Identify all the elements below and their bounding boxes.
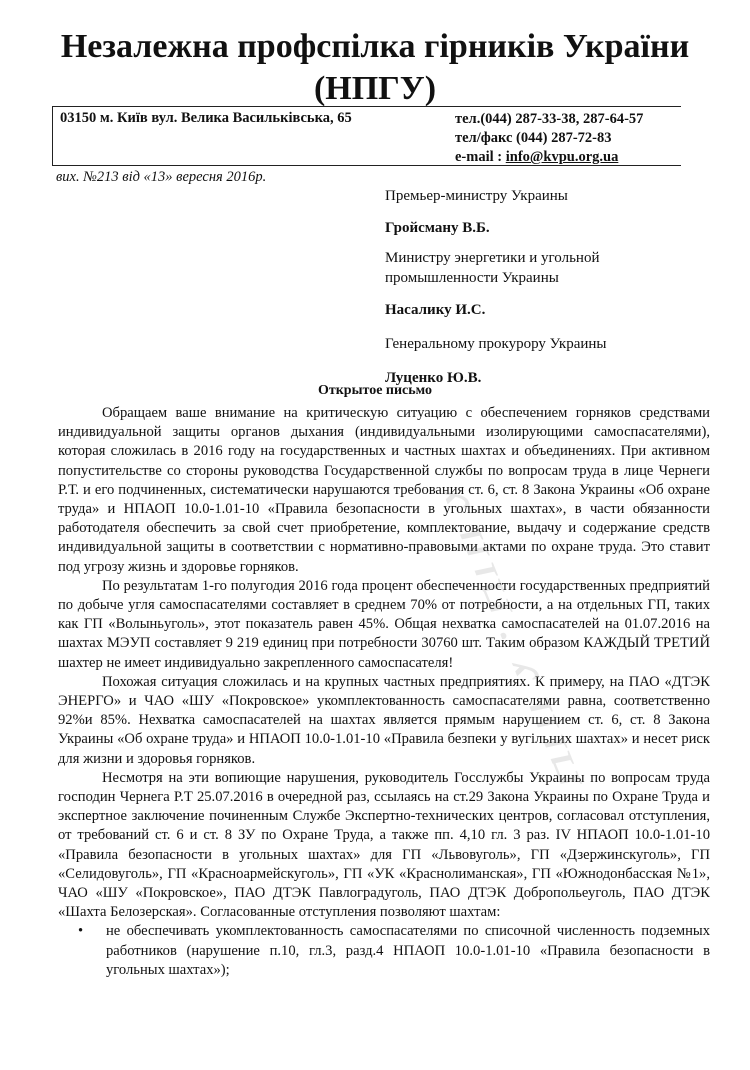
- addressee-position: Генеральному прокурору Украины: [385, 336, 607, 352]
- paragraph: Похожая ситуация сложилась и на крупных частных предприятиях. К примеру, на ПАО «ДТЭК ЭНЕРГО» и ЧАО «ШУ «Покровское» укомплектованность самоспасателями равна, соответственно 92%и 85%. Нехватка самоспасателей на шахтах является прямым нарушением ст. 6, ст. 8 Закона Украины «Об охране труда» и НПАОП 10.0-1.01-10 «Правила безпеки у вугільних шахтах» и несет риск для жизни и здоровья горняков.: [58, 673, 710, 767]
- paragraph: По результатам 1-го полугодия 2016 года процент обеспеченности государственных предприятий по добыче угля самоспасателями составляет в среднем 70% от потребности, а на отдельных ГП, таких как ГП «Волыньуголь», этот показатель равен 45%. Общая нехватка самоспасателей на 01.07.2016 на шахтах МЭУП составляет 9 219 единиц при потребности 30760 шт. Таким образом КАЖДЫЙ ТРЕТИЙ шахтер не имеет индивидуально закрепленного самоспасателя!: [58, 577, 710, 671]
- paragraph: Обращаем ваше внимание на критическую ситуацию с обеспечением горняков средствами индивидуальной защиты органов дыхания (индивидуальными изолирующими самоспасателями), которая сложилась в 2016 году на государственных и частных шахтах и объединениях. При активном попустительстве со стороны руководства Государственной службы по вопросам труда в лице Чернеги Р.Т. и его подчиненных, систематически нарушаются требования ст. 6, ст. 8 Закона Украины «Об охране труда» и НПАОП 10.0-1.01-10 «Правила безопасности в угольных шахтах», в части обязанности работодателя обеспечить за свой счет приобретение, комплектование, выдачу и содержание средств индивидуальной защиты в соответствии с нормативно-правовыми актами по охране труда. Это ставит под угрозу жизнь и здоровье горняков.: [58, 405, 710, 575]
- organization-name: Незалежна профспілка гірників України: [60, 28, 690, 65]
- phone-number: тел.(044) 287-33-38, 287-64-57: [455, 111, 644, 127]
- list-item: [78, 922, 710, 980]
- addressee-name: Луценко Ю.В.: [385, 370, 482, 386]
- list-item-text: не обеспечивать укомплектованность самоспасателями по списочной численность подземных работников (нарушение п.10, гл.3, разд.4 НПАОП 10.0-1.01-10 «Правила безопасности в угольных шахтах»);: [106, 923, 710, 978]
- bullet-icon: •: [78, 923, 84, 940]
- fax-number: тел/факс (044) 287-72-83: [455, 130, 612, 146]
- bullet-list: [58, 922, 710, 980]
- organization-address: 03150 м. Київ вул. Велика Васильківська, 65: [60, 110, 352, 126]
- addressee-block: [385, 186, 715, 388]
- letter-title: Открытое письмо: [317, 383, 433, 398]
- addressee-name: Насалику И.С.: [385, 302, 486, 318]
- svg-text:НПГУ · НПГУ: НПГУ · НПГУ: [413, 472, 594, 800]
- outgoing-reference: вих. №213 від «13» вересня 2016р.: [56, 169, 267, 185]
- email-line: [455, 148, 643, 167]
- email-label: e-mail :: [455, 149, 506, 165]
- addressee-position: Премьер-министру Украины: [385, 188, 568, 204]
- contact-block: [455, 110, 643, 167]
- paragraph: Несмотря на эти вопиющие нарушения, руководитель Госслужбы Украины по вопросам труда господин Чернега Р.Т 25.07.2016 в очередной раз, ссылаясь на ст.29 Закона Украины по Охране Труда и экспертное заключение починенным Службе Экспертно-технических центров, согласовал отступления, от требований ст. 6 и ст. 8 ЗУ по Охране Труда, а также пп. 4,10 гл. 3 раз. IV НПАОП 10.0-1.01-10 «Правила безопасности в угольных шахтах» для ГП «Львовуголь», ГП «Дзержинскуголь», ГП «Селидовуголь», ГП «Красноармейскуголь», ГП «УК «Краснолиманская», ГП «Южнодонбасская №1», ЧАО «ШУ «Покровское», ПАО ДТЭК Павлоградуголь, ПАО ДТЭК Добропольеуголь, ПАО ДТЭК «Шахта Белозерская». Согласованные отступления позволяют шахтам:: [58, 769, 710, 921]
- addressee-position: Министру энергетики и угольной промышленности Украины: [385, 250, 600, 286]
- email-link[interactable]: info@kvpu.org.ua: [505, 149, 619, 165]
- organization-title: [0, 26, 750, 110]
- addressee-name: Гройсману В.Б.: [385, 220, 490, 236]
- organization-abbreviation: (НПГУ): [313, 70, 437, 107]
- letter-body: [58, 404, 710, 980]
